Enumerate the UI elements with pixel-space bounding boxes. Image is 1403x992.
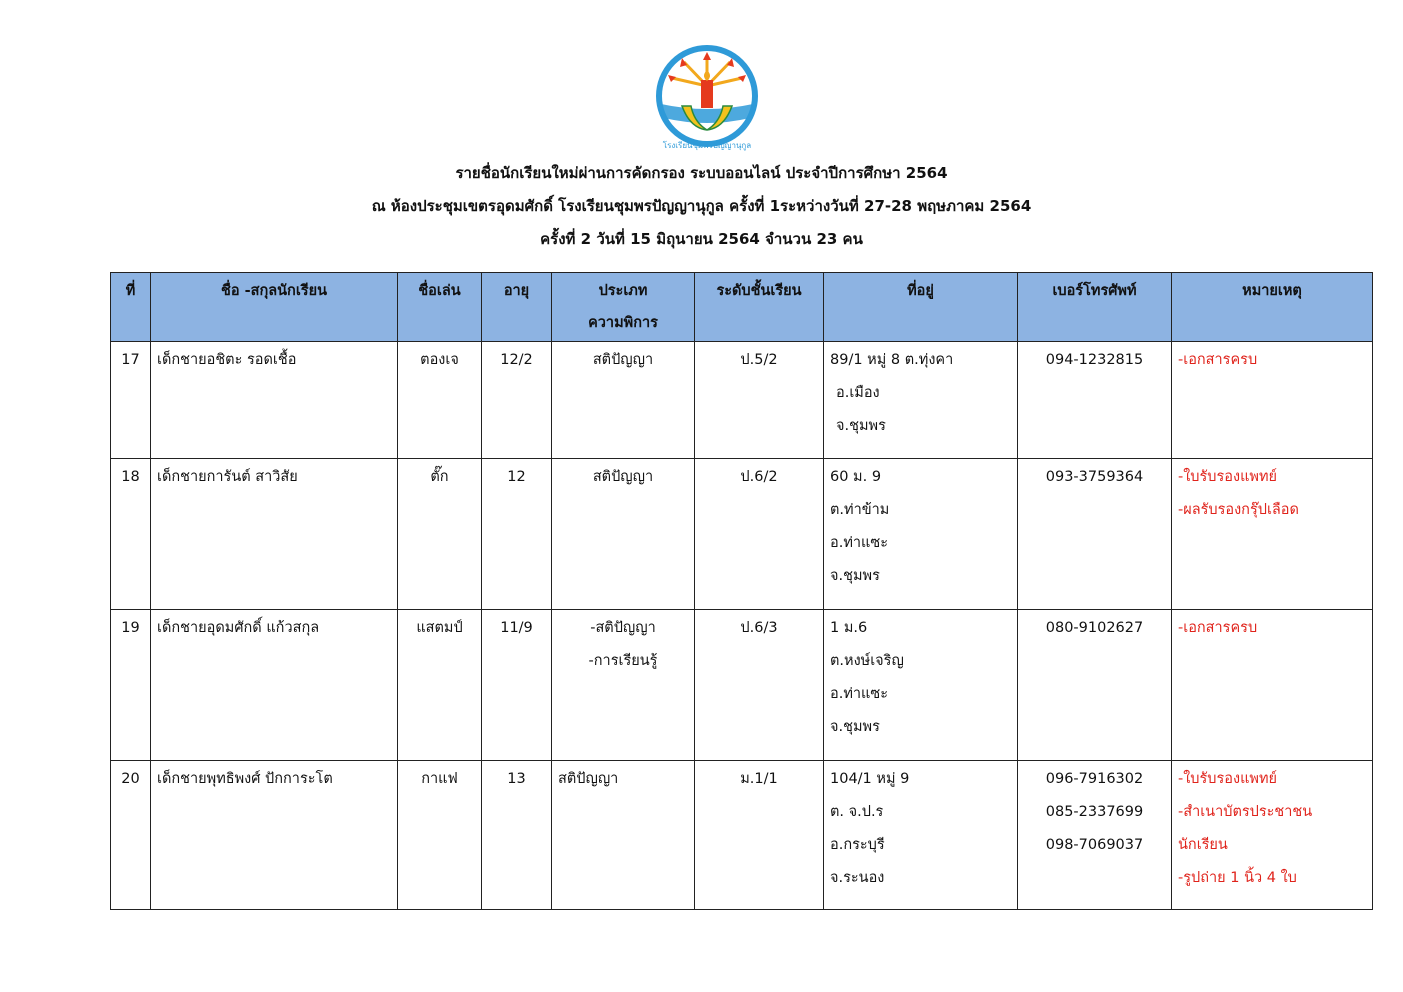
cell-name: เด็กชายการันต์ สาวิสัย: [151, 459, 398, 610]
phone-line: 080-9102627: [1045, 620, 1144, 636]
address-line: 1 ม.6: [830, 620, 868, 636]
col-header-grade: ระดับชั้นเรียน: [695, 273, 824, 342]
disability-line: -การเรียนรู้: [588, 653, 658, 669]
address-line: จ.ระนอง: [830, 870, 885, 886]
cell-name: เด็กชายอชิตะ รอดเชื้อ: [151, 342, 398, 459]
col-header-disability: [552, 273, 695, 342]
remark-line: -เอกสารครบ: [1178, 620, 1258, 636]
table-header-row: [111, 273, 1373, 342]
address-line: ต.ท่าข้าม: [830, 502, 890, 518]
disability-line: สติปัญญา: [592, 469, 654, 485]
table-row: [111, 610, 1373, 761]
remark-line: -เอกสารครบ: [1178, 352, 1258, 368]
cell-grade: ป.6/2: [695, 459, 824, 610]
cell-disability: [552, 342, 695, 459]
disability-line: สติปัญญา: [592, 352, 654, 368]
table-row: [111, 342, 1373, 459]
disability-line: -สติปัญญา: [590, 620, 656, 636]
logo-text: โรงเรียนชุมพรปัญญานุกูล: [662, 141, 752, 150]
cell-disability: [552, 610, 695, 761]
address-line: อ.กระบุรี: [830, 837, 885, 853]
col-header-nickname: ชื่อเล่น: [398, 273, 482, 342]
cell-grade: ป.6/3: [695, 610, 824, 761]
cell-age: 12: [482, 459, 552, 610]
cell-age: 12/2: [482, 342, 552, 459]
address-line: จ.ชุมพร: [836, 418, 886, 434]
table-row: [111, 761, 1373, 910]
col-header-disability-line2: ความพิการ: [588, 315, 658, 331]
cell-address: [824, 459, 1018, 610]
cell-nickname: กาแฟ: [398, 761, 482, 910]
cell-disability: [552, 459, 695, 610]
document-subtitle-date: ครั้งที่ 2 วันที่ 15 มิถุนายน 2564 จำนวน 23 คน: [540, 230, 863, 248]
col-header-no: ที่: [111, 273, 151, 342]
remark-line: -รูปถ่าย 1 นิ้ว 4 ใบ: [1178, 870, 1297, 886]
col-header-remark: หมายเหตุ: [1172, 273, 1373, 342]
cell-no: 19: [111, 610, 151, 761]
address-line: อ.ท่าแซะ: [830, 686, 888, 702]
remark-line: นักเรียน: [1178, 837, 1228, 853]
cell-remark: [1172, 342, 1373, 459]
cell-address: [824, 342, 1018, 459]
remark-line: -สำเนาบัตรประชาชน: [1178, 804, 1313, 820]
cell-no: 20: [111, 761, 151, 910]
phone-line: 085-2337699: [1045, 804, 1144, 820]
address-line: จ.ชุมพร: [830, 719, 880, 735]
document-title: รายชื่อนักเรียนใหม่ผ่านการคัดกรอง ระบบออนไลน์ ประจำปีการศึกษา 2564: [455, 164, 948, 182]
cell-disability: [552, 761, 695, 910]
student-table: [110, 272, 1373, 910]
address-line: 89/1 หมู่ 8 ต.ทุ่งคา: [830, 352, 954, 368]
address-line: จ.ชุมพร: [830, 568, 880, 584]
cell-nickname: แสตมป์: [398, 610, 482, 761]
cell-remark: [1172, 761, 1373, 910]
cell-remark: [1172, 610, 1373, 761]
cell-phone: [1018, 342, 1172, 459]
col-header-age: อายุ: [482, 273, 552, 342]
address-line: 104/1 หมู่ 9: [830, 771, 910, 787]
document-subtitle: ณ ห้องประชุมเขตรอุดมศักดิ์ โรงเรียนชุมพรปัญญานุกูล ครั้งที่ 1ระหว่างวันที่ 27-28 พฤษภาคม 2564: [371, 197, 1032, 215]
col-header-disability-line1: ประเภท: [598, 283, 648, 299]
cell-age: 13: [482, 761, 552, 910]
cell-name: เด็กชายพุทธิพงศ์ ปักการะโต: [151, 761, 398, 910]
address-line: อ.ท่าแซะ: [830, 535, 888, 551]
cell-nickname: ตองเจ: [398, 342, 482, 459]
table-row: [111, 459, 1373, 610]
phone-line: 096-7916302: [1045, 771, 1144, 787]
cell-phone: [1018, 459, 1172, 610]
cell-no: 17: [111, 342, 151, 459]
cell-name: เด็กชายอุดมศักดิ์ แก้วสกุล: [151, 610, 398, 761]
school-logo: [652, 44, 762, 154]
phone-line: 093-3759364: [1045, 469, 1144, 485]
cell-age: 11/9: [482, 610, 552, 761]
cell-grade: ม.1/1: [695, 761, 824, 910]
address-line: ต.หงษ์เจริญ: [830, 653, 904, 669]
cell-address: [824, 761, 1018, 910]
col-header-name: ชื่อ -สกุลนักเรียน: [151, 273, 398, 342]
address-line: อ.เมือง: [836, 385, 880, 401]
cell-phone: [1018, 761, 1172, 910]
disability-line: สติปัญญา: [558, 771, 619, 787]
cell-no: 18: [111, 459, 151, 610]
cell-grade: ป.5/2: [695, 342, 824, 459]
col-header-phone: เบอร์โทรศัพท์: [1018, 273, 1172, 342]
cell-remark: [1172, 459, 1373, 610]
cell-phone: [1018, 610, 1172, 761]
phone-line: 098-7069037: [1045, 837, 1144, 853]
remark-line: -ใบรับรองแพทย์: [1178, 771, 1278, 787]
cell-nickname: ตั๊ก: [398, 459, 482, 610]
cell-address: [824, 610, 1018, 761]
col-header-address: ที่อยู่: [824, 273, 1018, 342]
remark-line: -ผลรับรองกรุ๊ปเลือด: [1178, 502, 1299, 518]
address-line: ต. จ.ป.ร: [830, 804, 884, 820]
phone-line: 094-1232815: [1045, 352, 1144, 368]
remark-line: -ใบรับรองแพทย์: [1178, 469, 1278, 485]
address-line: 60 ม. 9: [830, 469, 882, 485]
